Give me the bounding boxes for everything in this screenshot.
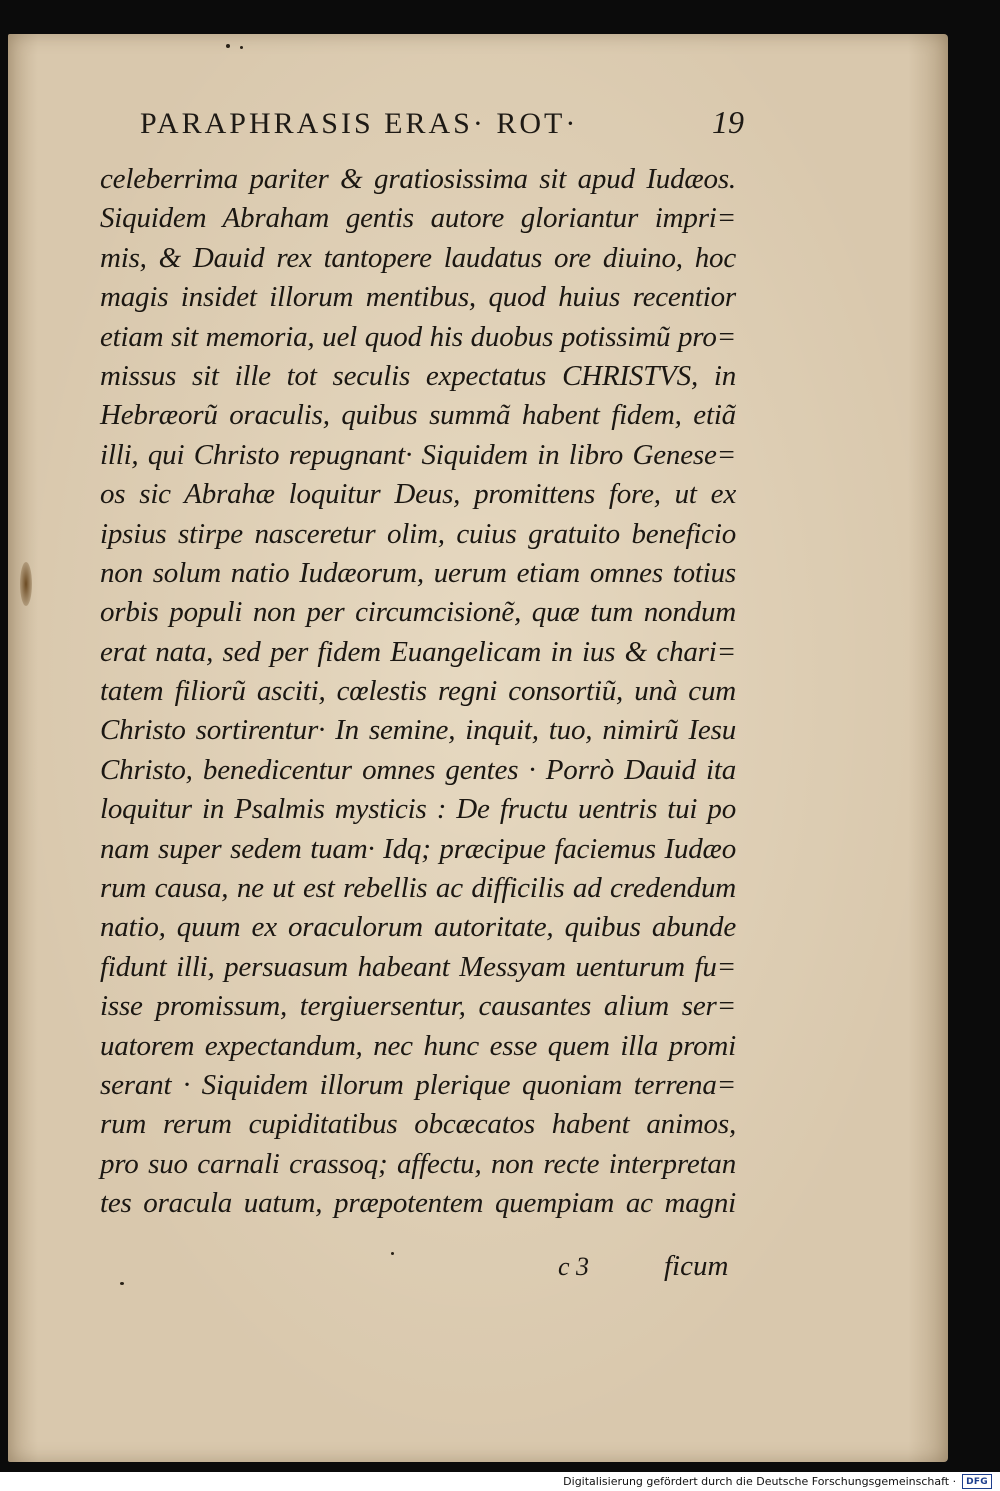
text-line: rum causa, ne ut est rebellis ac difficilis ad credendum xyxy=(100,872,736,905)
text-line: missus sit ille tot seculis expectatus CHRISTVS, in xyxy=(100,359,736,392)
signature-mark: c 3 xyxy=(558,1252,590,1281)
ink-speck xyxy=(120,1282,124,1285)
text-line: uatorem expectandum, nec hunc esse quem illa promi xyxy=(100,1029,736,1062)
text-line: non solum natio Iudæorum, uerum etiam omnes totius xyxy=(100,556,736,589)
body-text xyxy=(100,160,736,1224)
credit-bar xyxy=(0,1472,1000,1491)
text-line: tatem filiorũ asciti, cœlestis regni consortiũ, unà cum xyxy=(100,675,736,708)
text-line: mis, & Dauid rex tantopere laudatus ore diuino, hoc xyxy=(100,241,736,274)
text-line: erat nata, sed per fidem Euangelicam in ius & chari= xyxy=(100,635,736,668)
text-line: pro suo carnali crassoq; affectu, non recte interpretan xyxy=(100,1147,736,1180)
text-line: magis insidet illorum mentibus, quod huius recentior xyxy=(100,281,736,314)
text-line: nam super sedem tuam· Idq; præcipue faciemus Iudæo xyxy=(100,832,736,865)
funding-credit: Digitalisierung gefördert durch die Deutsche Forschungsgemeinschaft · xyxy=(563,1475,957,1488)
text-line: Siquidem Abraham gentis autore gloriantur impri= xyxy=(100,202,736,235)
binding-stain xyxy=(20,562,32,606)
text-line: celeberrima pariter & gratiosissima sit apud Iudæos. xyxy=(100,163,736,195)
ink-speck xyxy=(226,44,230,48)
text-line: orbis populi non per circumcisionẽ, quæ tum nondum xyxy=(100,596,736,629)
text-line: natio, quum ex oraculorum autoritate, quibus abunde xyxy=(100,911,736,944)
page-footer xyxy=(558,1250,738,1290)
catchword: ficum xyxy=(664,1250,729,1282)
text-line: os sic Abrahæ loquitur Deus, promittens fore, ut ex xyxy=(100,478,736,511)
ink-speck xyxy=(240,46,243,49)
text-line: illi, qui Christo repugnant· Siquidem in libro Genese= xyxy=(100,438,736,471)
text-line: ipsius stirpe nasceretur olim, cuius gratuito beneficio xyxy=(100,517,736,550)
text-line: Christo, benedicentur omnes gentes · Porrò Dauid ita xyxy=(100,753,736,786)
folio-number: 19 xyxy=(712,104,744,140)
page-header xyxy=(140,104,750,144)
text-line: loquitur in Psalmis mysticis : De fructu uentris tui po xyxy=(100,793,736,826)
text-line: serant · Siquidem illorum plerique quoniam terrena= xyxy=(100,1068,736,1101)
running-title: PARAPHRASIS ERAS· ROT· xyxy=(140,107,579,140)
text-line: Hebræorũ oraculis, quibus summã habent fidem, etiã xyxy=(100,399,736,432)
text-line: rum rerum cupiditatibus obcæcatos habent animos, xyxy=(100,1108,736,1141)
text-line: tes oracula uatum, præpotentem quempiam ac magni xyxy=(100,1187,736,1220)
text-line: isse promissum, tergiuersentur, causantes alium ser= xyxy=(100,990,736,1023)
text-line: Christo sortirentur· In semine, inquit, tuo, nimirũ Iesu xyxy=(100,714,736,747)
text-line: fidunt illi, persuasum habeant Messyam uenturum fu= xyxy=(100,950,736,983)
ink-speck xyxy=(391,1252,394,1255)
dfg-logo-icon: DFG xyxy=(962,1474,992,1489)
text-line: etiam sit memoria, uel quod his duobus potissimũ pro= xyxy=(100,320,736,353)
